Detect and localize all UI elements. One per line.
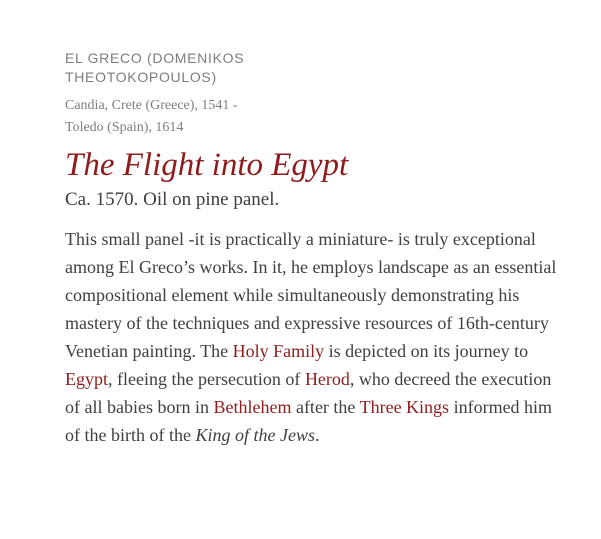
artwork-title: The Flight into Egypt [65,147,349,183]
description-text: informed him of the birth of the [65,397,553,445]
description-text: , who decreed the execution of all babies born in [65,369,552,417]
description-text: , fleeing the persecution of [108,369,305,389]
link-three-kings[interactable]: Three Kings [359,397,450,417]
description-text: after the [291,397,360,417]
king-of-the-jews-emphasis: King of the Jews [195,425,315,445]
artwork-meta: Ca. 1570. Oil on pine panel. [65,189,280,210]
artwork-card [65,49,565,449]
description-text: This small panel -it is practically a miniature- is truly exceptional among El Greco’s works. In it, he employs landscape as an essential compositional element while simultaneously demonstrating his mastery of the techniques and expressive resources of 16th-century Venetian painting. The [65,229,557,361]
description-text: is depicted on its journey to [324,341,529,361]
link-holy-family[interactable]: Holy Family [232,341,325,361]
description-text: . [314,425,320,445]
artwork-description [65,225,565,449]
artist-name: EL GRECO (DOMENIKOS THEOTOKOPOULOS) [65,50,245,85]
link-herod[interactable]: Herod [304,369,350,389]
artist-lifespan: Candia, Crete (Greece), 1541 - Toledo (Spain), 1614 [65,98,238,135]
link-egypt[interactable]: Egypt [65,369,108,389]
link-bethlehem[interactable]: Bethlehem [213,397,292,417]
